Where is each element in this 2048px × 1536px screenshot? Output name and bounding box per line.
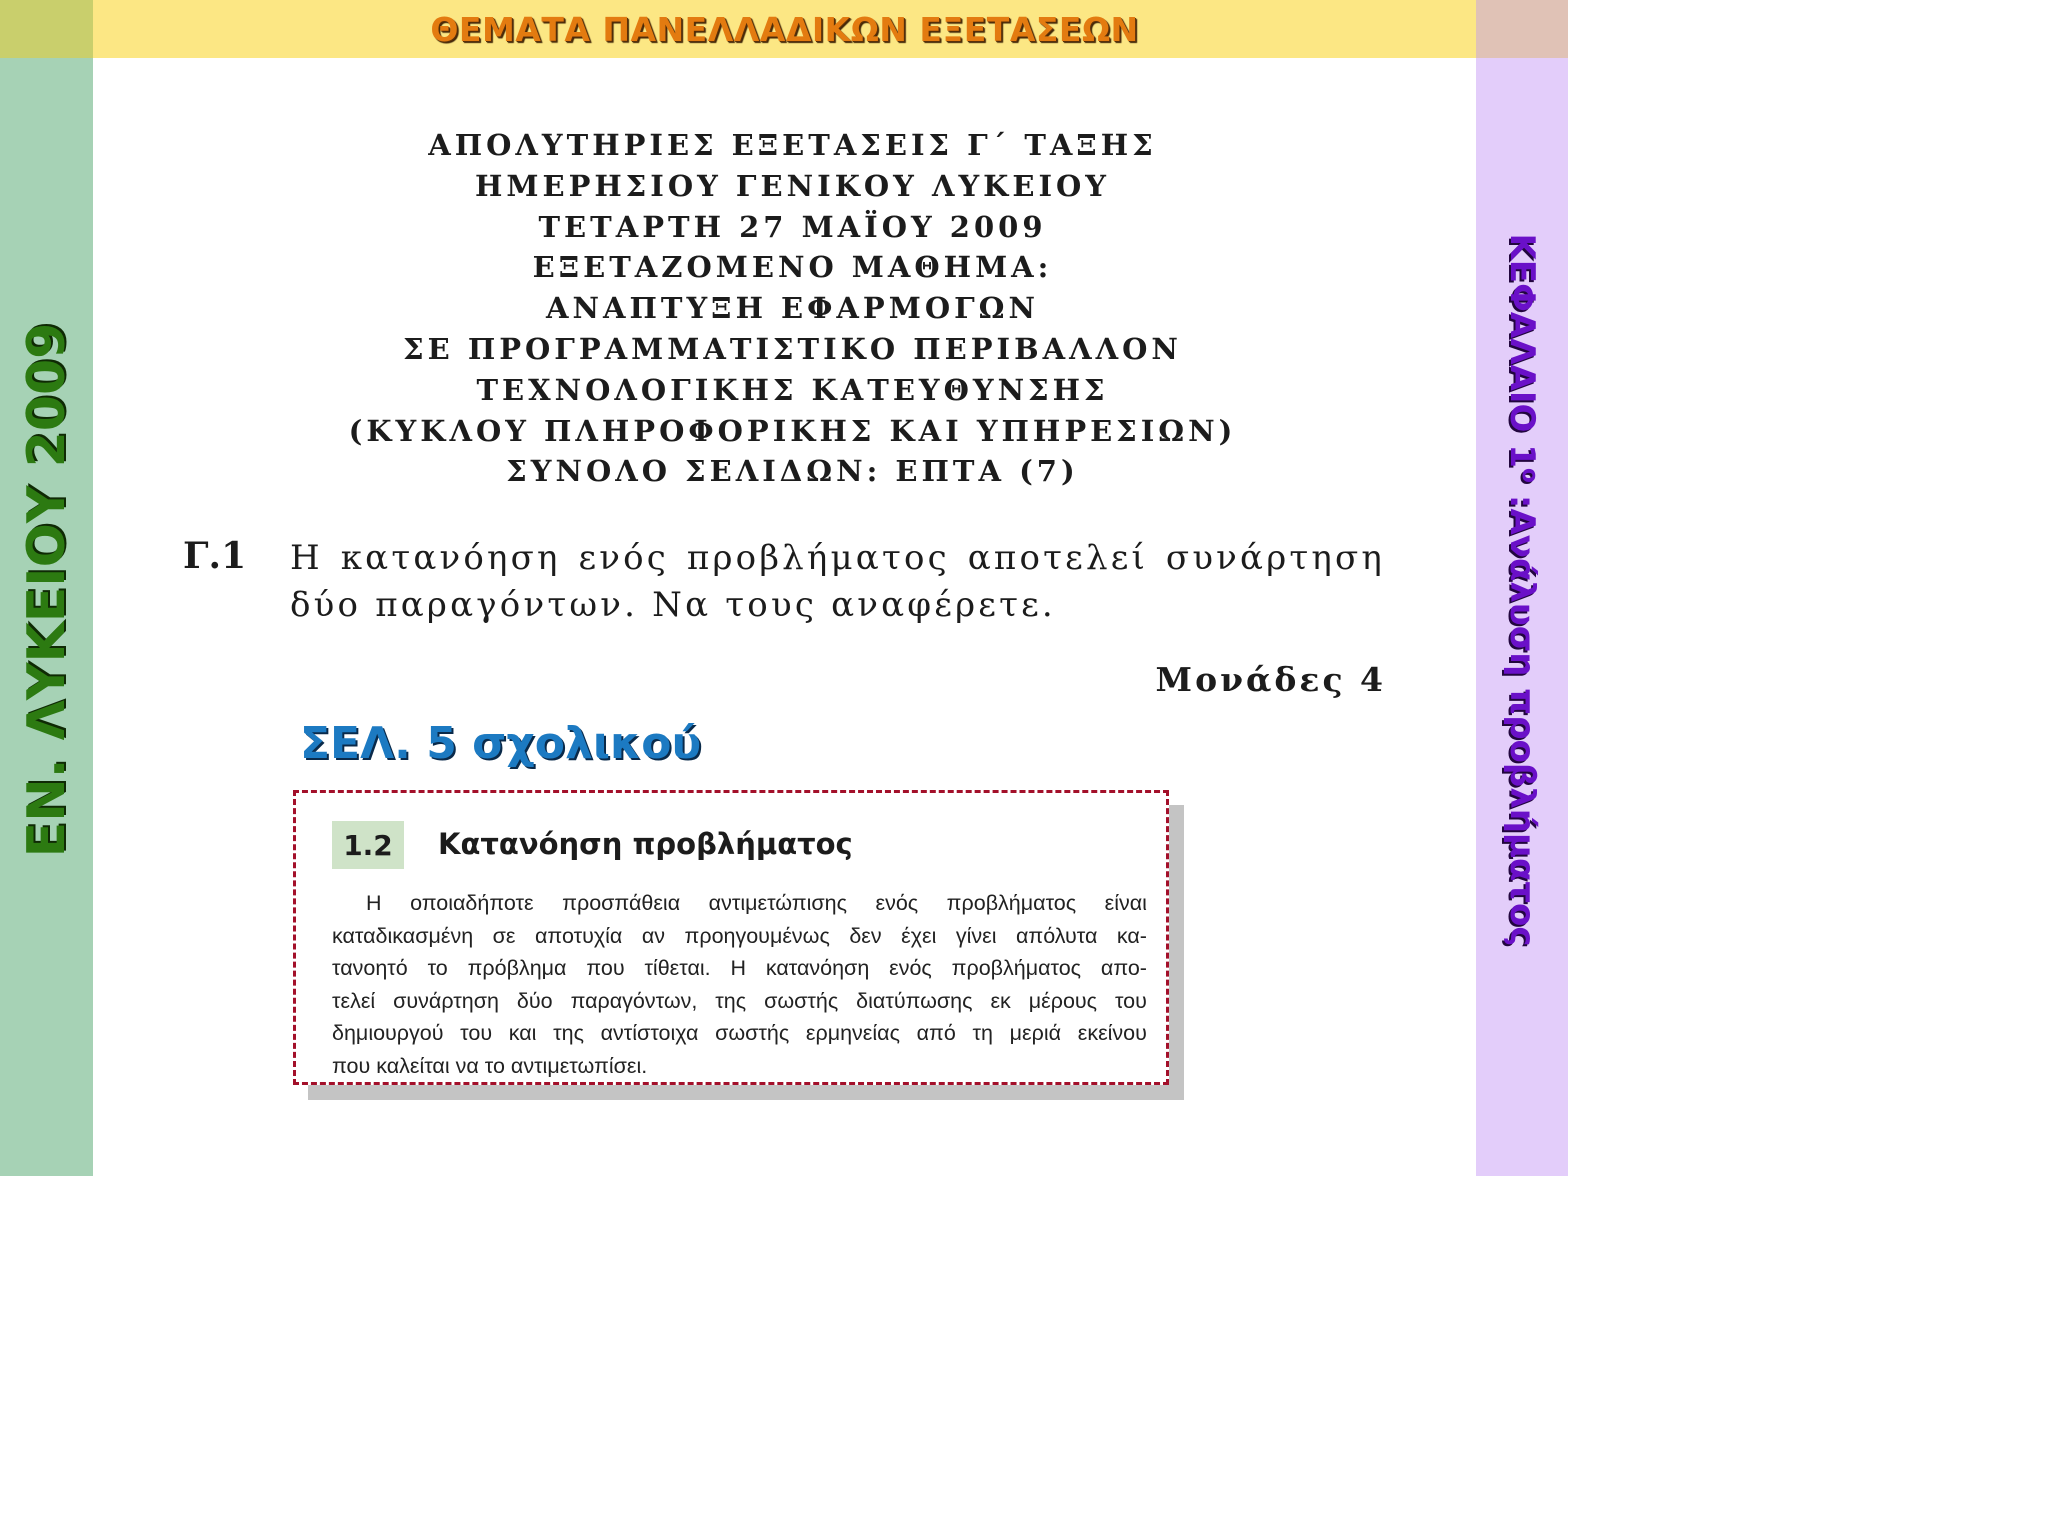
excerpt-line: που καλείται να το αντιμετωπίσει. (332, 1053, 648, 1078)
chapter-superscript: ο (1517, 467, 1543, 484)
excerpt-word: πρόβλημα (467, 956, 567, 980)
excerpt-word: απο- (1100, 956, 1147, 980)
excerpt-word: το (427, 956, 448, 980)
excerpt-line (332, 1017, 1147, 1050)
question-text (290, 535, 1385, 629)
school-book-reference: ΣΕΛ. 5 σχολικού (300, 718, 702, 769)
excerpt-word: του (1114, 988, 1147, 1013)
question-word: αποτελεί (967, 538, 1149, 578)
excerpt-word: αποτυχία (534, 923, 623, 948)
question-word: Η (290, 538, 323, 578)
top-right-corner (1476, 0, 1568, 58)
excerpt-word: και (508, 1021, 537, 1045)
excerpt-word: της (715, 988, 747, 1013)
excerpt-word: κατανόηση (765, 956, 870, 980)
excerpt-word: δεν (849, 923, 882, 948)
excerpt-word: έχει (901, 923, 937, 948)
excerpt-word: τη (972, 1021, 993, 1045)
section-number: 1.2 (332, 821, 404, 869)
exam-header-line: ΑΠΟΛΥΤΗΡΙΕΣ ΕΞΕΤΑΣΕΙΣ Γ΄ ΤΑΞΗΣ (428, 128, 1157, 162)
excerpt-word: αν (641, 923, 666, 948)
excerpt-word: κα- (1116, 923, 1147, 948)
excerpt-word: που (586, 956, 625, 980)
excerpt-word: εκείνου (1077, 1021, 1147, 1045)
excerpt-word: από (916, 1021, 956, 1045)
excerpt-word: είναι (1104, 891, 1147, 915)
excerpt-word: τελεί (332, 988, 376, 1013)
exam-header-line: ΑΝΑΠΤΥΞΗ ΕΦΑΡΜΟΓΩΝ (545, 291, 1040, 326)
excerpt-body (332, 887, 1147, 1082)
excerpt-word: παραγόντων, (570, 988, 698, 1013)
question-word: κατανόηση (340, 538, 561, 578)
top-banner (93, 0, 1476, 58)
excerpt-word: προβλήματος (946, 891, 1077, 915)
excerpt-word: τίθεται. (644, 956, 711, 980)
excerpt-word: σωστής (715, 1021, 790, 1045)
exam-header-line: ΣΥΝΟΛΟ ΣΕΛΙΔΩΝ: ΕΠΤΑ (7) (506, 454, 1079, 489)
exam-header-line: ΤΕΧΝΟΛΟΓΙΚΗΣ ΚΑΤΕΥΘΥΝΣΗΣ (476, 372, 1109, 407)
excerpt-line (332, 985, 1147, 1018)
excerpt-word: προσπάθεια (562, 891, 681, 915)
question-line (290, 535, 1385, 582)
chapter-suffix: :Ανάλυση προβλήματος (1501, 483, 1542, 947)
question-word: ενός (578, 538, 670, 578)
excerpt-word: εκ (990, 988, 1011, 1013)
excerpt-line (332, 952, 1147, 985)
excerpt-line (332, 920, 1147, 953)
excerpt-word: τανοητό (332, 956, 408, 980)
chapter-label (1502, 233, 1542, 946)
exam-header-line: ΗΜΕΡΗΣΙΟΥ ΓΕΝΙΚΟΥ ΛΥΚΕΙΟΥ (474, 168, 1110, 203)
excerpt-word: συνάρτηση (393, 988, 499, 1013)
excerpt-word: της (553, 1021, 584, 1045)
excerpt-word: Η (730, 956, 746, 980)
excerpt-word: ερμηνείας (805, 1021, 900, 1045)
excerpt-word: σε (492, 923, 516, 948)
excerpt-word: του (460, 1021, 493, 1045)
exam-header-line: ΕΞΕΤΑΖΟΜΕΝΟ ΜΑΘΗΜΑ: (532, 250, 1053, 285)
question-marks: Μονάδες 4 (1155, 660, 1386, 699)
question-label: Γ.1 (183, 535, 247, 577)
excerpt-word: διατύπωσης (856, 988, 973, 1013)
excerpt-word: αντιμετώπισης (708, 891, 847, 915)
banner-title: ΘΕΜΑΤΑ ΠΑΝΕΛΛΑΔΙΚΩΝ ΕΞΕΤΑΣΕΩΝ (430, 9, 1139, 49)
textbook-excerpt (293, 790, 1169, 1085)
excerpt-word: οποιαδήποτε (410, 891, 534, 915)
left-sidebar-label: ΕΝ. ΛΥΚΕΙΟΥ 2009 (16, 322, 77, 858)
excerpt-line (332, 887, 1147, 920)
excerpt-word: μέρους (1028, 988, 1098, 1013)
excerpt-word: αντίστοιχα (600, 1021, 699, 1045)
question-word: συνάρτηση (1165, 538, 1385, 578)
question-line: δύο παραγόντων. Να τους αναφέρετε. (290, 585, 1056, 625)
excerpt-word: προβλήματος (951, 956, 1082, 980)
exam-header-line: ΣΕ ΠΡΟΓΡΑΜΜΑΤΙΣΤΙΚΟ ΠΕΡΙΒΑΛΛΟΝ (403, 331, 1182, 366)
excerpt-word: ενός (875, 891, 919, 915)
chapter-prefix: ΚΕΦΑΛΑΙΟ 1 (1501, 233, 1542, 468)
excerpt-word: γίνει (955, 923, 997, 948)
left-sidebar (0, 58, 93, 1176)
exam-header (220, 125, 1365, 492)
section-title: Κατανόηση προβλήματος (438, 827, 853, 861)
question-word: προβλήματος (686, 538, 950, 578)
exam-header-line: ΤΕΤΑΡΤΗ 27 ΜΑΪΟΥ 2009 (538, 209, 1047, 244)
excerpt-word: απόλυτα (1015, 923, 1098, 948)
excerpt-word: σωστής (764, 988, 839, 1013)
excerpt-word: καταδικασμένη (332, 923, 474, 948)
excerpt-word: προηγουμένως (684, 923, 830, 948)
excerpt-word: ενός (889, 956, 932, 980)
top-left-corner (0, 0, 93, 58)
right-sidebar (1476, 58, 1568, 1176)
excerpt-word: Η (366, 891, 382, 915)
excerpt-word: δημιουργού (332, 1021, 444, 1045)
excerpt-word: μεριά (1009, 1021, 1062, 1045)
exam-header-line: (ΚΥΚΛΟΥ ΠΛΗΡΟΦΟΡΙΚΗΣ ΚΑΙ ΥΠΗΡΕΣΙΩΝ) (348, 413, 1237, 448)
excerpt-word: δύο (516, 988, 553, 1013)
